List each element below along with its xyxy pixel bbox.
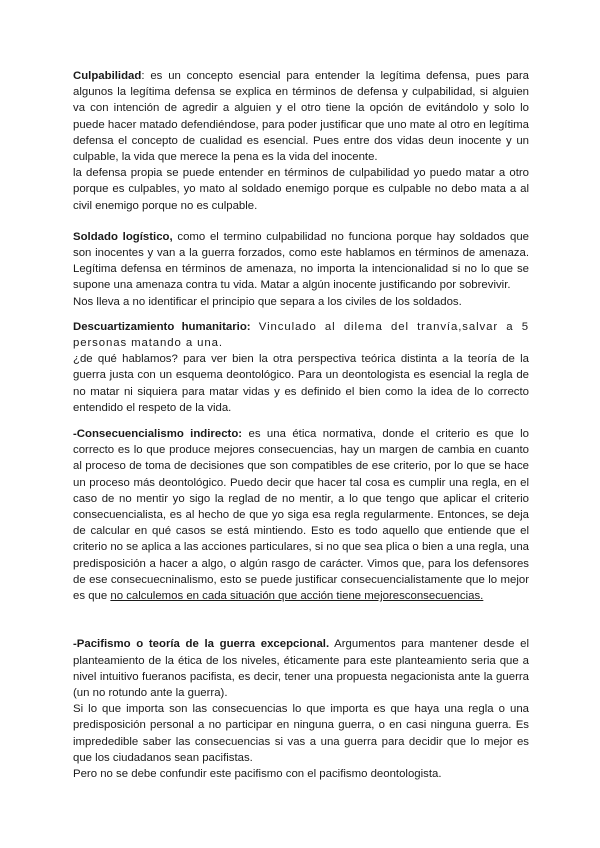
definition-soldado: como el termino culpabilidad no funciona porque hay soldados que son inocentes y van a la guerra forzados, como este hablamos en términos de amenaza. Legítima defensa en términos de amenaza, no importa la intencionalidad si no lo que se supone una amenaza contra tu vida. Matar a algún inocente justificando por sobrevivir. (73, 230, 529, 292)
definition-culpabilidad: : es un concepto esencial para entender la legítima defensa, pues para algunos la legítima defensa se explica en términos de defensa y culpabilidad, si alguien va con intención de agredir a alguien y el otro tiene la opción de evitándolo y solo lo puede hacer matado defendiéndose, para poder justificar que uno mate al otro en legítima defensa el concepto de cualidad es esencial. Pues entre dos vidas deun inocente y un culpable, la vida que merece la pena es la vida del inocente. (73, 70, 529, 164)
closing-pacifismo: Pero no se debe confundir este pacifismo con el pacifismo deontologista. (73, 767, 442, 780)
paragraph-pacifismo-3 (73, 766, 529, 782)
definition-descuartizamiento: Vinculado al dilema del tranvía,salvar a 5 personas matando a una. (73, 320, 529, 350)
document-page (73, 68, 529, 782)
definition-pacifismo: Argumentos para mantener desde el planteamiento de la ética de los niveles, éticamente para este planteamiento seria que a nivel intuitivo fueranos pacifista, es decir, tener una propuesta negacionista ante la guerra (un no rotundo ante la guerra). (73, 638, 529, 699)
definition-consecuencialismo: es una ética normativa, donde el criterio es que lo correcto es lo que produce mejores consecuencias, hay un margen de cambia en cuanto al proceso de toma de decisiones que son compatibles de ese criterio, por lo que se hace un proceso más deontológico. Puedo decir que hacer tal cosa es cumplir una regla, en el caso de no mentir yo sigo la reglad de no mentir, a lo que tengo que aplicar el criterio consecuencialista, es al hecho de que yo siga esa regla regularmente. Entonces, se deja de calcular en qué casos se está mintiendo. Esto es todo aquello que entiende que el criterio no se aplica a las acciones particulares, si no que sea plica o bien a una regla, una predisposición a hacer a algo, o algún rasgo de carácter. Vimos que, para los defensores de ese consecuecninalismo, esto se puede justificar consecuencialistamente que lo mejor es que (73, 428, 529, 603)
term-soldado: Soldado logístico, (73, 230, 173, 243)
paragraph-soldado (73, 229, 529, 294)
continuation-pacifismo: Si lo que importa son las consecuencias lo que importa es que haya una regla o una predisposición personal a no participar en ninguna guerra, o en casi ninguna guerra. Es imprededible saber las consecuencias si vas a una guerra para decidir que lo mejor es que los ciudadanos sean pacifistas. (73, 703, 529, 764)
paragraph-consecuencialismo (73, 426, 529, 604)
continuation-soldado: Nos lleva a no identificar el principio que separa a los civiles de los soldados. (73, 295, 462, 308)
paragraph-soldado-2 (73, 294, 529, 310)
term-culpabilidad: Culpabilidad (73, 70, 142, 82)
term-pacifismo: -Pacifismo o teoría de la guerra excepcional. (73, 638, 330, 651)
paragraph-descuartizamiento-2 (73, 351, 529, 416)
paragraph-pacifismo-2 (73, 701, 529, 766)
paragraph-pacifismo (73, 636, 529, 701)
paragraph-culpabilidad-2 (73, 165, 529, 214)
underlined-conclusion: no calculemos en cada situación que acción tiene mejoresconsecuencias. (110, 590, 484, 603)
term-descuartizamiento: Descuartizamiento humanitario: (73, 320, 251, 333)
term-consecuencialismo: -Consecuencialismo indirecto: (73, 428, 243, 441)
continuation-descuartizamiento: ¿de qué hablamos? para ver bien la otra perspectiva teórica distinta a la teoría de la guerra justa con un esquema deontológico. Para un deontologista es esencial la regla de no matar ni siquiera para matar vidas y es definido el bien como la idea de lo correcto entendido el respeto de la vida. (73, 353, 529, 414)
paragraph-culpabilidad (73, 68, 529, 165)
continuation-culpabilidad: la defensa propia se puede entender en términos de culpabilidad yo puedo matar a otro porque es culpables, yo mato al soldado enemigo porque es culpable no debo mata a al civil enemigo porque no es culpable. (73, 167, 529, 212)
paragraph-descuartizamiento (73, 319, 529, 351)
